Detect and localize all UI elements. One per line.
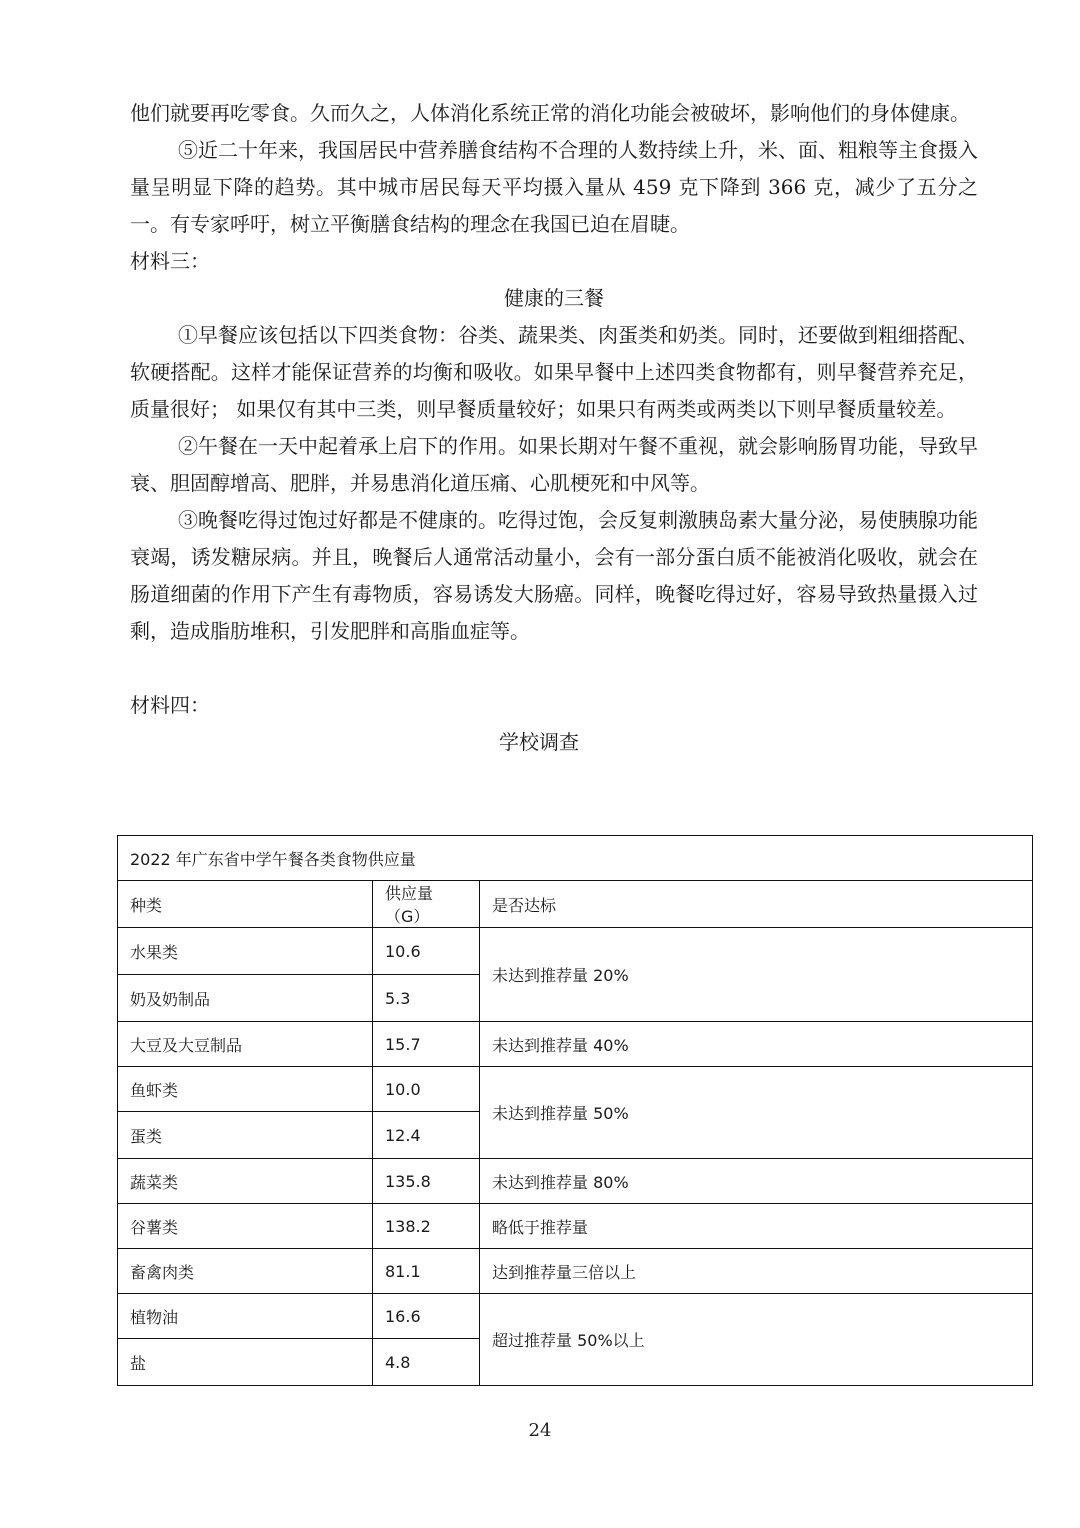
cell-status: 略低于推荐量 <box>480 1204 1033 1249</box>
cell-kind: 鱼虾类 <box>118 1067 373 1112</box>
cell-kind: 蔬菜类 <box>118 1159 373 1204</box>
cell-amount: 138.2 <box>373 1204 480 1249</box>
cell-amount: 135.8 <box>373 1159 480 1204</box>
paragraph-5: ⑤近二十年来，我国居民中营养膳食结构不合理的人数持续上升，米、面、粗粮等主食摄入量呈明显下降的趋势。其中城市居民每天平均摄入量从 459 克下降到 366 克，减少了五分之一。有专家呼吁，树立平衡膳食结构的理念在我国已迫在眉睫。 <box>130 138 978 236</box>
material3-paragraph-3: ③晚餐吃得过饱过好都是不健康的。吃得过饱，会反复刺激胰岛素大量分泌，易使胰腺功能衰竭，诱发糖尿病。并且，晚餐后人通常活动量小，会有一部分蛋白质不能被消化吸收，就会在肠道细菌的作用下产生有毒物质，容易诱发大肠癌。同样，晚餐吃得过好，容易导致热量摄入过剩，造成脂肪堆积，引发肥胖和高脂血症等。 <box>130 508 978 643</box>
cell-kind: 蛋类 <box>118 1112 373 1159</box>
cell-kind: 谷薯类 <box>118 1204 373 1249</box>
table-caption: 2022 年广东省中学午餐各类食物供应量 <box>118 836 1033 881</box>
cell-status: 超过推荐量 50%以上 <box>480 1294 1033 1386</box>
paragraph-continued: 他们就要再吃零食。久而久之，人体消化系统正常的消化功能会被破坏，影响他们的身体健康。 <box>130 101 970 125</box>
cell-kind: 水果类 <box>118 928 373 975</box>
cell-amount: 4.8 <box>373 1339 480 1386</box>
survey-table <box>117 835 1033 1386</box>
table-row <box>118 1067 1033 1112</box>
header-kind: 种类 <box>118 881 373 928</box>
cell-kind: 植物油 <box>118 1294 373 1339</box>
cell-amount: 12.4 <box>373 1112 480 1159</box>
table-caption-row <box>118 836 1033 881</box>
header-amount: 供应量（G） <box>373 881 480 928</box>
material4-title: 学校调查 <box>499 730 579 754</box>
cell-status: 未达到推荐量 80% <box>480 1159 1033 1204</box>
material3-paragraph-2: ②午餐在一天中起着承上启下的作用。如果长期对午餐不重视，就会影响肠胃功能，导致早衰、胆固醇增高、肥胖，并易患消化道压痛、心肌梗死和中风等。 <box>130 434 978 495</box>
material3-label: 材料三： <box>130 249 210 273</box>
cell-amount: 10.6 <box>373 928 480 975</box>
page-number: 24 <box>528 1420 552 1441</box>
table-row <box>118 1249 1033 1294</box>
cell-amount: 10.0 <box>373 1067 480 1112</box>
cell-kind: 畜禽肉类 <box>118 1249 373 1294</box>
material4-label: 材料四： <box>130 693 210 717</box>
cell-status: 未达到推荐量 50% <box>480 1067 1033 1159</box>
cell-kind: 盐 <box>118 1339 373 1386</box>
page-content <box>130 95 978 761</box>
cell-status: 未达到推荐量 40% <box>480 1022 1033 1067</box>
material3-title: 健康的三餐 <box>504 286 604 310</box>
cell-amount: 81.1 <box>373 1249 480 1294</box>
table-row <box>118 1294 1033 1339</box>
cell-amount: 16.6 <box>373 1294 480 1339</box>
table-row <box>118 1159 1033 1204</box>
cell-amount: 5.3 <box>373 975 480 1022</box>
cell-status: 达到推荐量三倍以上 <box>480 1249 1033 1294</box>
table-row <box>118 1204 1033 1249</box>
header-status: 是否达标 <box>480 881 1033 928</box>
cell-status: 未达到推荐量 20% <box>480 928 1033 1022</box>
cell-kind: 大豆及大豆制品 <box>118 1022 373 1067</box>
cell-amount: 15.7 <box>373 1022 480 1067</box>
table-row <box>118 928 1033 975</box>
material3-paragraph-1: ①早餐应该包括以下四类食物：谷类、蔬果类、肉蛋类和奶类。同时，还要做到粗细搭配、软硬搭配。这样才能保证营养的均衡和吸收。如果早餐中上述四类食物都有，则早餐营养充足，质量很好； 如果仅有其中三类，则早餐质量较好；如果只有两类或两类以下则早餐质量较差。 <box>130 323 978 421</box>
table-header-row <box>118 881 1033 928</box>
table-row <box>118 1022 1033 1067</box>
cell-kind: 奶及奶制品 <box>118 975 373 1022</box>
